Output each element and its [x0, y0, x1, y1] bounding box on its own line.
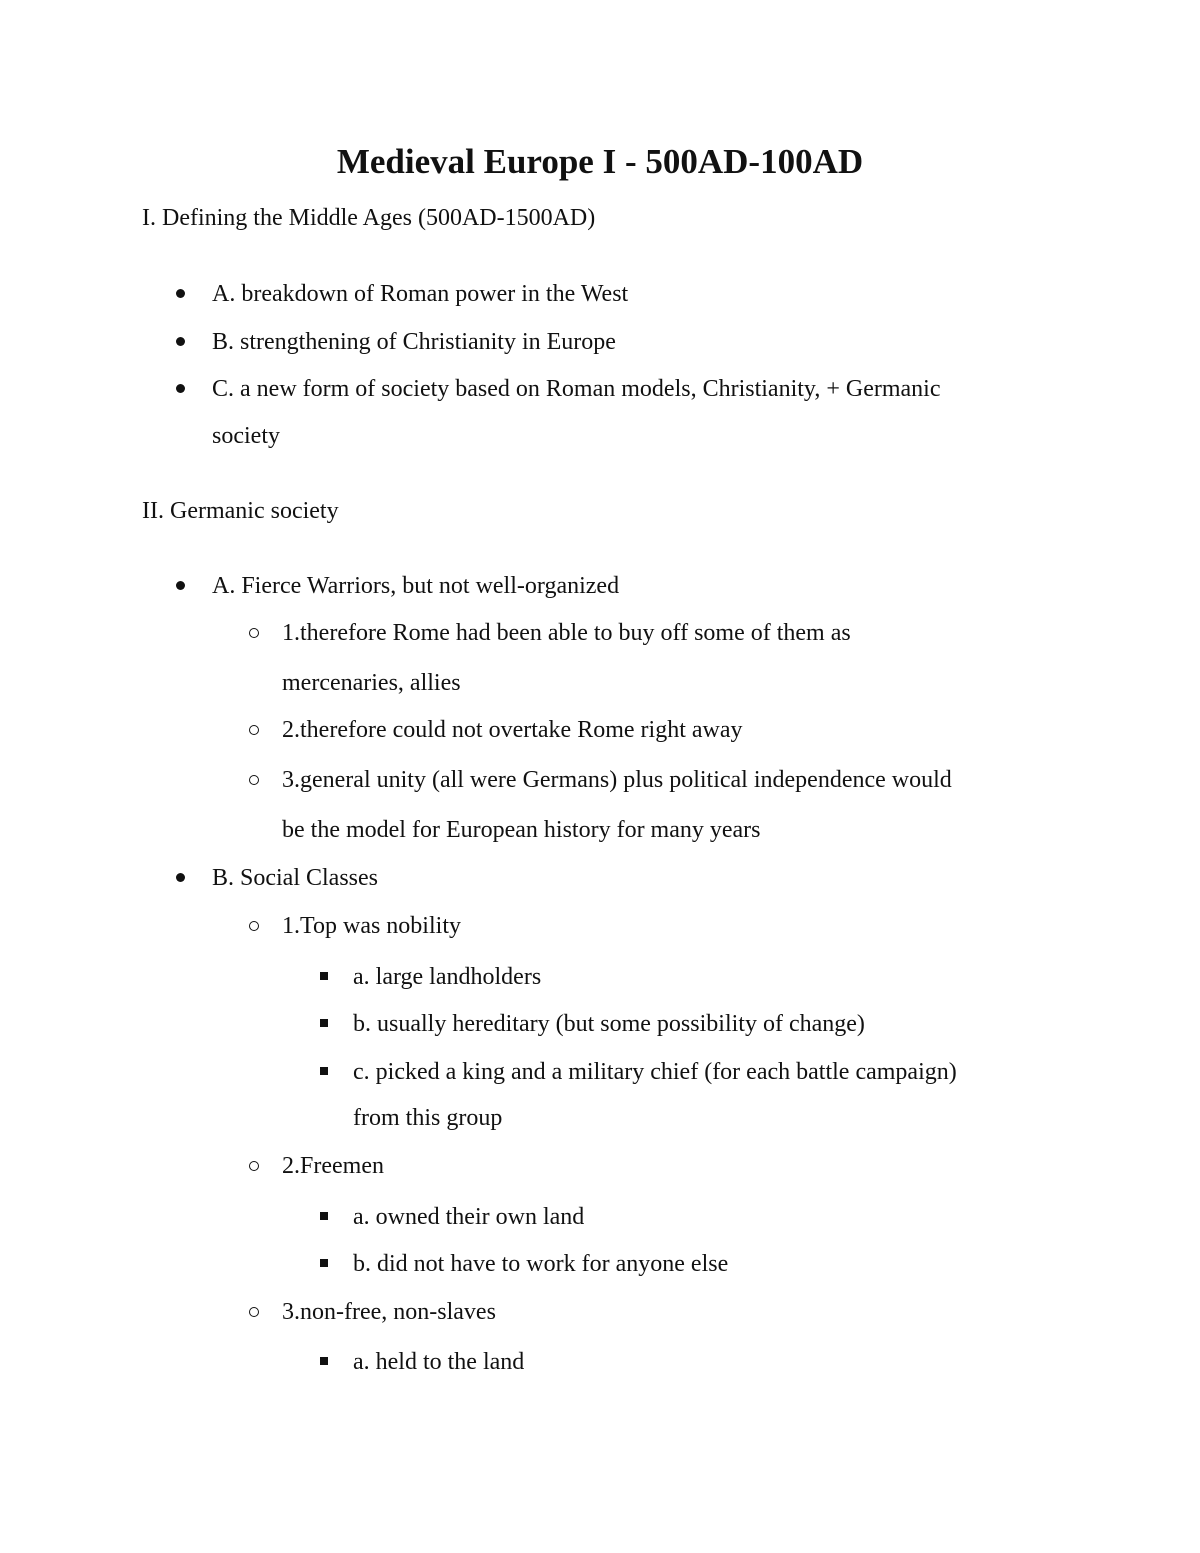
sub-list-item: 1.therefore Rome had been able to buy off some of them as	[282, 620, 851, 646]
sub-list-item: 2.Freemen	[282, 1153, 384, 1179]
bullet-disc-icon	[176, 337, 185, 346]
section-heading-2: II. Germanic society	[142, 498, 339, 524]
section-heading-1: I. Defining the Middle Ages (500AD-1500AD)	[142, 205, 596, 231]
bullet-square-icon	[320, 1212, 328, 1220]
list-item: C. a new form of society based on Roman models, Christianity, + Germanic	[212, 376, 941, 402]
bullet-disc-icon	[176, 289, 185, 298]
sub-sub-list-item: b. did not have to work for anyone else	[353, 1251, 729, 1277]
bullet-disc-icon	[176, 581, 185, 590]
bullet-circle-icon	[249, 725, 259, 735]
list-item: B. strengthening of Christianity in Europe	[212, 329, 616, 355]
list-item: B. Social Classes	[212, 865, 378, 891]
sub-list-item: 1.Top was nobility	[282, 913, 461, 939]
sub-sub-list-item: b. usually hereditary (but some possibility of change)	[353, 1011, 865, 1037]
bullet-circle-icon	[249, 921, 259, 931]
bullet-disc-icon	[176, 873, 185, 882]
bullet-disc-icon	[176, 384, 185, 393]
list-item: A. Fierce Warriors, but not well-organized	[212, 573, 620, 599]
sub-list-item: 3.non-free, non-slaves	[282, 1299, 496, 1325]
sub-sub-list-item: a. large landholders	[353, 964, 542, 990]
sub-list-item: 2.therefore could not overtake Rome right away	[282, 717, 743, 743]
sub-sub-list-item: a. held to the land	[353, 1349, 525, 1375]
bullet-circle-icon	[249, 628, 259, 638]
bullet-square-icon	[320, 1259, 328, 1267]
bullet-circle-icon	[249, 775, 259, 785]
sub-list-item: 3.general unity (all were Germans) plus political independence would	[282, 767, 952, 793]
sub-list-item-continuation: be the model for European history for many years	[282, 817, 761, 843]
bullet-square-icon	[320, 1067, 328, 1075]
sub-list-item-continuation: mercenaries, allies	[282, 670, 461, 696]
bullet-square-icon	[320, 972, 328, 980]
sub-sub-list-item: a. owned their own land	[353, 1204, 585, 1230]
bullet-circle-icon	[249, 1161, 259, 1171]
bullet-square-icon	[320, 1019, 328, 1027]
bullet-square-icon	[320, 1357, 328, 1365]
bullet-circle-icon	[249, 1307, 259, 1317]
document-title: Medieval Europe I - 500AD-100AD	[336, 142, 864, 181]
list-item: A. breakdown of Roman power in the West	[212, 281, 629, 307]
list-item-continuation: society	[212, 423, 280, 449]
sub-sub-list-item: c. picked a king and a military chief (for each battle campaign)	[353, 1059, 957, 1085]
sub-sub-list-item-continuation: from this group	[353, 1105, 503, 1131]
